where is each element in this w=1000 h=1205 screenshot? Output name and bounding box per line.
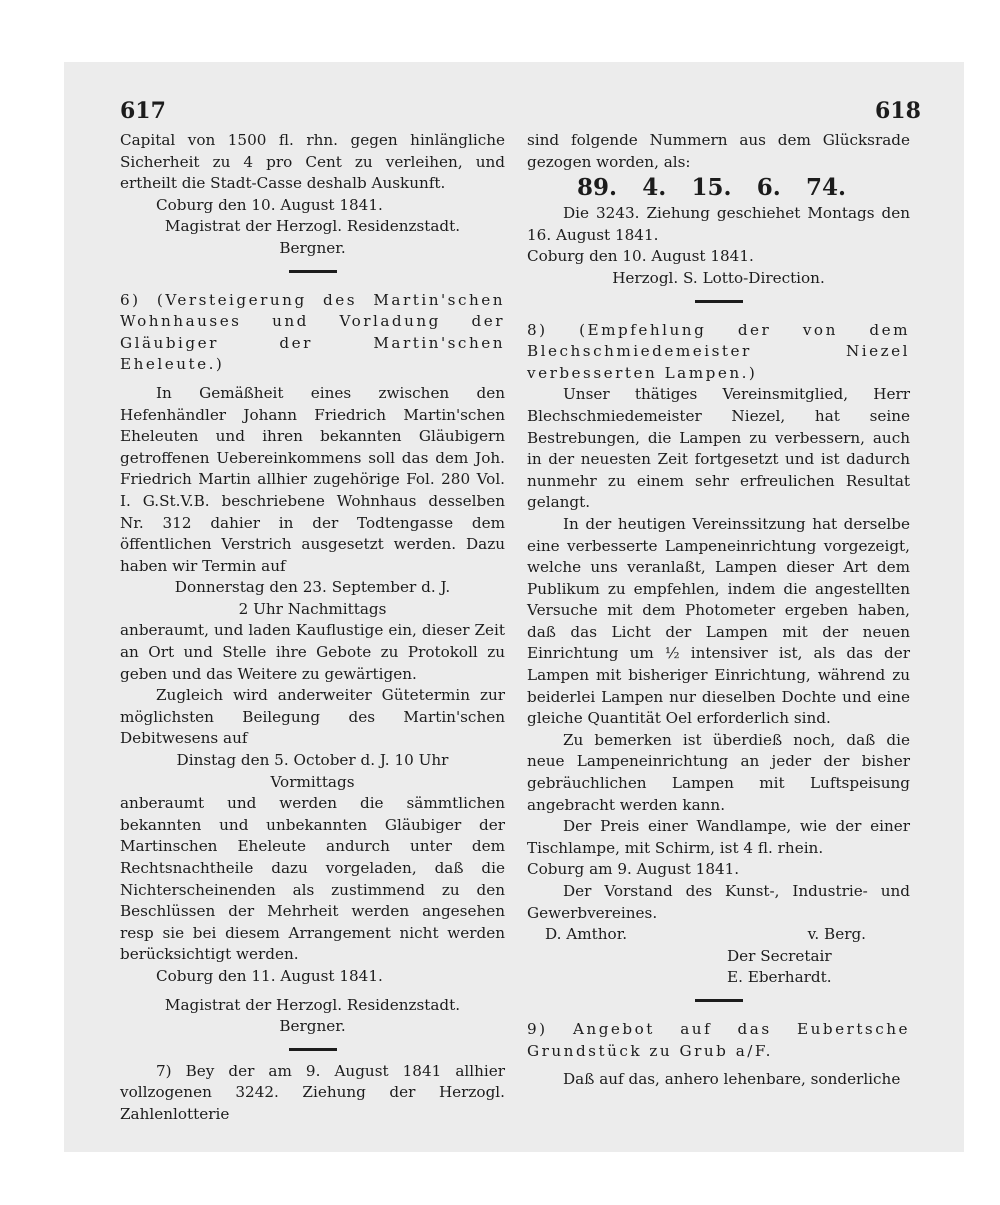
intro-place-date: Coburg den 10. August 1841. bbox=[156, 195, 383, 214]
right-column bbox=[527, 130, 910, 1091]
divider bbox=[695, 300, 743, 303]
notice-8-paragraph: Der Preis einer Wandlampe, wie der einer Tischlampe, mit Schirm, ist 4 fl. rhein. bbox=[527, 817, 910, 857]
notice-6-date: Dinstag den 5. October d. J. 10 Uhr bbox=[176, 751, 449, 770]
notice-8-heading: 8) (Empfehlung der von dem Blechschmiedemeister Niezel verbesserten Lampen.) bbox=[527, 320, 910, 382]
notice-6-paragraph: anberaumt und werden die sämmtlichen bekannten und unbekannten Gläubiger der Martinschen Eheleute andurch unter dem Rechtsnachtheile dazu vorgeladen, daß die Nichterscheinenden als zustimmend zu den Beschlüssen der Mehrheit werden angesehen resp sie bei diesem Arrangement nicht werden berücksichtigt werden. bbox=[120, 794, 505, 964]
lottery-number: 89. bbox=[577, 174, 618, 202]
page-number-left: 617 bbox=[120, 98, 166, 124]
lottery-place-date: Coburg den 10. August 1841. bbox=[527, 247, 754, 266]
notice-6-date: Donnerstag den 23. September d. J. bbox=[174, 578, 451, 597]
intro-signer: Bergner. bbox=[279, 238, 346, 257]
lottery-number: 15. bbox=[691, 174, 732, 202]
divider bbox=[695, 999, 743, 1002]
lottery-number: 6. bbox=[756, 174, 781, 202]
notice-6-paragraph: Zugleich wird anderweiter Gütetermin zur möglichsten Beilegung des Martin'schen Debitwesens auf bbox=[120, 686, 505, 748]
lottery-number: 4. bbox=[642, 174, 667, 202]
notice-7-text: 7) Bey der am 9. August 1841 allhier vollzogenen 3242. Ziehung der Herzogl. Zahlenlotterie bbox=[120, 1061, 505, 1123]
notice-6-signer: Bergner. bbox=[279, 1017, 346, 1036]
left-column bbox=[120, 130, 505, 1126]
notice-8-paragraph: In der heutigen Vereinssitzung hat derselbe eine verbesserte Lampeneinrichtung vorgezeigt, welche uns veranlaßt, Lampen dieser Art dem Publikum zu empfehlen, indem die angestellten Versuche mit dem Photometer ergeben haben, daß das Licht der Lampen mit der neuen Einrichtung um ½ intensiver ist, als das der Lampen mit bisheriger Einrichtung, während zu beiderlei Lampen nur dieselben Dochte und eine gleiche Quantität Oel erforderlich sind. bbox=[527, 514, 910, 728]
notice-8-signer: D. Amthor. bbox=[545, 925, 628, 944]
lottery-numbers bbox=[527, 173, 910, 203]
intro-authority: Magistrat der Herzogl. Residenzstadt. bbox=[164, 217, 461, 236]
lottery-number: 74. bbox=[805, 174, 846, 202]
notice-8-secretary-name: E. Eberhardt. bbox=[727, 968, 832, 987]
notice-8-signatures bbox=[527, 924, 910, 946]
notice-8-secretary-title: Der Secretair bbox=[727, 946, 832, 965]
notice-6-time: 2 Uhr Nachmittags bbox=[238, 599, 387, 618]
divider bbox=[289, 270, 337, 273]
notice-8-paragraph: Zu bemerken ist überdieß noch, daß die neue Lampeneinrichtung an jeder der bisher gebräuchlichen Lampen mit Luftspeisung angebracht werden kann. bbox=[527, 730, 910, 814]
notice-8-paragraph: Unser thätiges Vereinsmitglied, Herr Blechschmiedemeister Niezel, hat seine Bestrebungen, die Lampen zu verbessern, auch in der neuesten Zeit fortgesetzt und ist dadurch nunmehr zu einem sehr erfreulichen Resultat gelangt. bbox=[527, 385, 910, 512]
intro-text: Capital von 1500 fl. rhn. gegen hinlängliche Sicherheit zu 4 pro Cent zu verleihen, und ertheilt die Stadt-Casse deshalb Auskunft. bbox=[120, 131, 505, 193]
notice-6-time: Vormittags bbox=[270, 772, 355, 791]
notice-9-text: Daß auf das, anhero lehenbare, sonderliche bbox=[563, 1070, 901, 1089]
notice-9-heading: 9) Angebot auf das Eubertsche Grundstück zu Grub a/F. bbox=[527, 1019, 910, 1060]
lottery-intro: sind folgende Nummern aus dem Glücksrade gezogen worden, als: bbox=[527, 131, 910, 171]
notice-6-place-date: Coburg den 11. August 1841. bbox=[156, 966, 383, 985]
next-draw: Die 3243. Ziehung geschiehet Montags den 16. August 1841. bbox=[527, 204, 910, 244]
notice-6-heading: 6) (Versteigerung des Martin'schen Wohnhauses und Vorladung der Gläubiger der Martin'schen Eheleute.) bbox=[120, 290, 505, 374]
notice-8-authority: Der Vorstand des Kunst-, Industrie- und Gewerbvereines. bbox=[527, 882, 910, 922]
notice-8-signer: v. Berg. bbox=[807, 925, 866, 944]
notice-6-paragraph: anberaumt, und laden Kauflustige ein, dieser Zeit an Ort und Stelle ihre Gebote zu Protokoll zu geben und das Weitere zu gewärtigen. bbox=[120, 621, 505, 683]
notice-6-authority: Magistrat der Herzogl. Residenzstadt. bbox=[164, 995, 461, 1014]
notice-6-paragraph: In Gemäßheit eines zwischen den Hefenhändler Johann Friedrich Martin'schen Eheleuten und ihren bekannten Gläubigern getroffenen Uebereinkommens soll das dem Joh. Friedrich Martin allhier zugehörige Fol. 280 Vol. I. G.St.V.B. beschriebene Wohnhaus desselben Nr. 312 dahier in der Todtengasse dem öffentlichen Verstrich ausgesetzt werden. Dazu haben wir Termin auf bbox=[120, 383, 505, 575]
divider bbox=[289, 1048, 337, 1051]
lottery-authority: Herzogl. S. Lotto-Direction. bbox=[612, 268, 825, 287]
page-number-right: 618 bbox=[875, 98, 921, 124]
notice-8-place-date: Coburg am 9. August 1841. bbox=[527, 860, 740, 879]
